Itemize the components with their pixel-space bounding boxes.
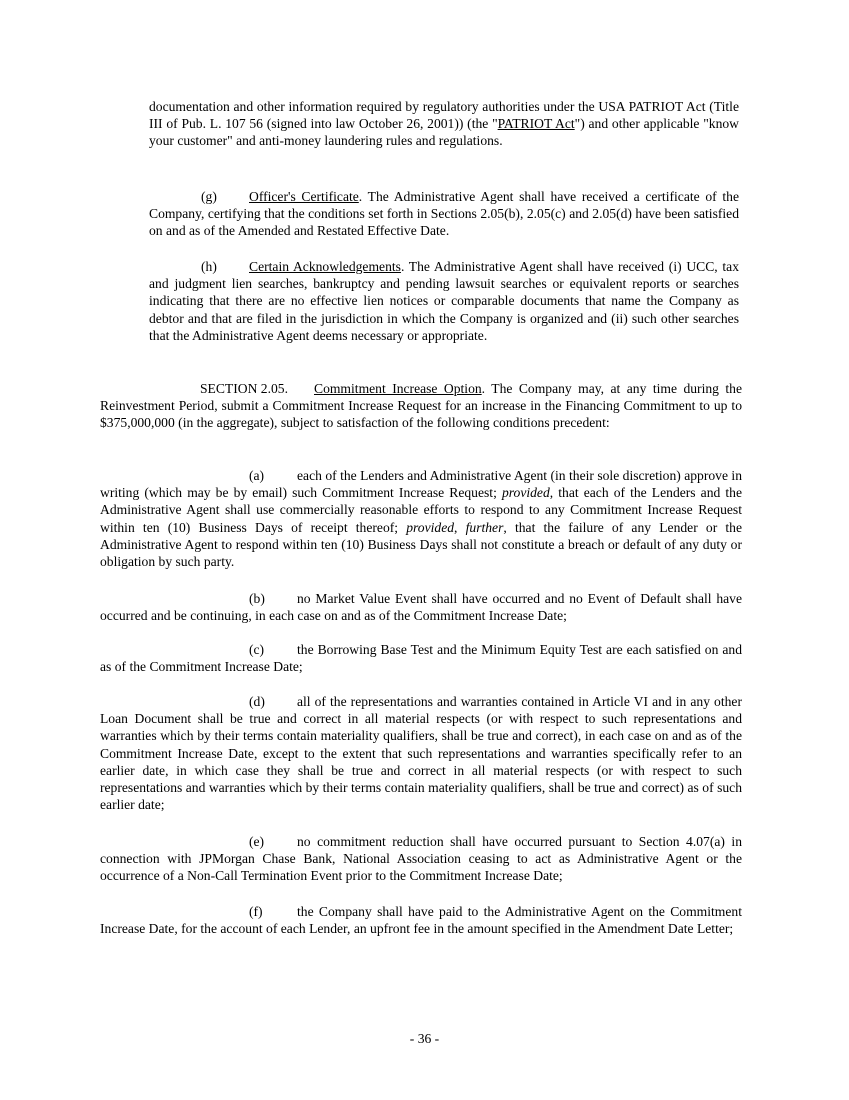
page-number: - 36 - xyxy=(409,1031,440,1046)
paragraph-text-2: , that each of the Lenders and the Administrative Agent shall use commercially reasonable efforts to respond to any Commitment Increase Request within ten (10) Business Days of receipt thereof; xyxy=(100,485,742,535)
section-heading: Commitment Increase Option xyxy=(314,381,482,396)
paragraph-text: each of the Lenders and Administrative Agent (in their sole discretion) approve in writing (which may be by email) such Commitment Increase Request; xyxy=(100,468,742,501)
section-text: . The Company may, at any time during the Reinvestment Period, submit a Commitment Increase Request for an increase in the Financing Commitment to up to $375,000,000 (in the aggregate), subject to satisfaction of the following conditions precedent: xyxy=(100,381,742,431)
paragraph-marker: (a) xyxy=(249,468,265,483)
section-2-05 xyxy=(100,380,742,432)
paragraph-text: . The Administrative Agent shall have received (i) UCC, tax and judgment lien searches, bankruptcy and pending lawsuit searches or equivalent reports or searches indicating that there are no effective lien notices or comparable documents that name the Company as debtor and that are filed in the jurisdiction in which the Company is organized and (ii) such other searches that the Administrative Agent deems necessary or appropriate. xyxy=(149,259,739,343)
comma: , xyxy=(454,519,466,535)
paragraph-heading: Certain Acknowledgements xyxy=(249,259,401,274)
paragraph-c xyxy=(100,641,742,675)
paragraph-text: the Borrowing Base Test and the Minimum Equity Test are each satisfied on and as of the Commitment Increase Date; xyxy=(100,642,742,675)
further-italic: further xyxy=(465,519,504,535)
intro-text-cont: ") and other applicable "know your customer" and anti-money laundering rules and regulations. xyxy=(149,116,739,149)
paragraph-heading: Officer's Certificate xyxy=(249,189,359,204)
paragraph-text: all of the representations and warranties contained in Article VI and in any other Loan Document shall be true and correct in all material respects (or with respect to such representations and warranties which by their terms contain materiality qualifiers, shall be true and correct), in each case on and as of the Commitment Increase Date, except to the extent that such representations and warranties specifically refer to an earlier date, in which case they shall be true and correct in all material respects (or with respect to such representations and warranties which by their terms contain materiality qualifiers, shall be true and correct) as of such earlier date; xyxy=(100,694,742,813)
paragraph-marker: (g) xyxy=(201,189,217,204)
paragraph-d xyxy=(100,693,742,813)
paragraph-marker: (f) xyxy=(249,904,263,919)
paragraph-text: no commitment reduction shall have occurred pursuant to Section 4.07(a) in connection with JPMorgan Chase Bank, National Association ceasing to act as Administrative Agent or the occurrence of a Non-Call Termination Event prior to the Commitment Increase Date; xyxy=(100,834,742,884)
paragraph-e xyxy=(100,833,742,885)
paragraph-intro xyxy=(149,98,739,150)
paragraph-text-3: , that the failure of any Lender or the Administrative Agent to respond within ten (10) Business Days shall not constitute a breach or default of any duty or obligation by such party. xyxy=(100,519,742,570)
paragraph-text: no Market Value Event shall have occurred and no Event of Default shall have occurred and be continuing, in each case on and as of the Commitment Increase Date; xyxy=(100,591,742,624)
paragraph-text: . The Administrative Agent shall have received a certificate of the Company, certifying that the conditions set forth in Sections 2.05(b), 2.05(c) and 2.05(d) have been satisfied on and as of the Amended and Restated Effective Date. xyxy=(149,189,739,239)
paragraph-a xyxy=(100,467,742,570)
paragraph-g xyxy=(149,188,739,240)
patriot-act-defined-term: PATRIOT Act xyxy=(497,116,575,132)
paragraph-text: the Company shall have paid to the Administrative Agent on the Commitment Increase Date, for the account of each Lender, an upfront fee in the amount specified in the Amendment Date Letter; xyxy=(100,904,742,937)
paragraph-marker: (c) xyxy=(249,642,265,657)
paragraph-marker: (h) xyxy=(201,259,217,274)
paragraph-marker: (e) xyxy=(249,834,265,849)
paragraph-b xyxy=(100,590,742,624)
paragraph-marker: (d) xyxy=(249,694,265,709)
section-number: SECTION 2.05. xyxy=(200,381,288,396)
provided-italic: provided xyxy=(501,485,550,501)
intro-text: documentation and other information required by regulatory authorities under the USA PATRIOT Act (Title III of Pub. L. 107 56 (signed into law October 26, 2001)) (the " xyxy=(149,99,739,132)
paragraph-marker: (b) xyxy=(249,591,265,606)
provided-italic-2: provided xyxy=(406,519,455,535)
paragraph-f xyxy=(100,903,742,937)
paragraph-h xyxy=(149,258,739,344)
